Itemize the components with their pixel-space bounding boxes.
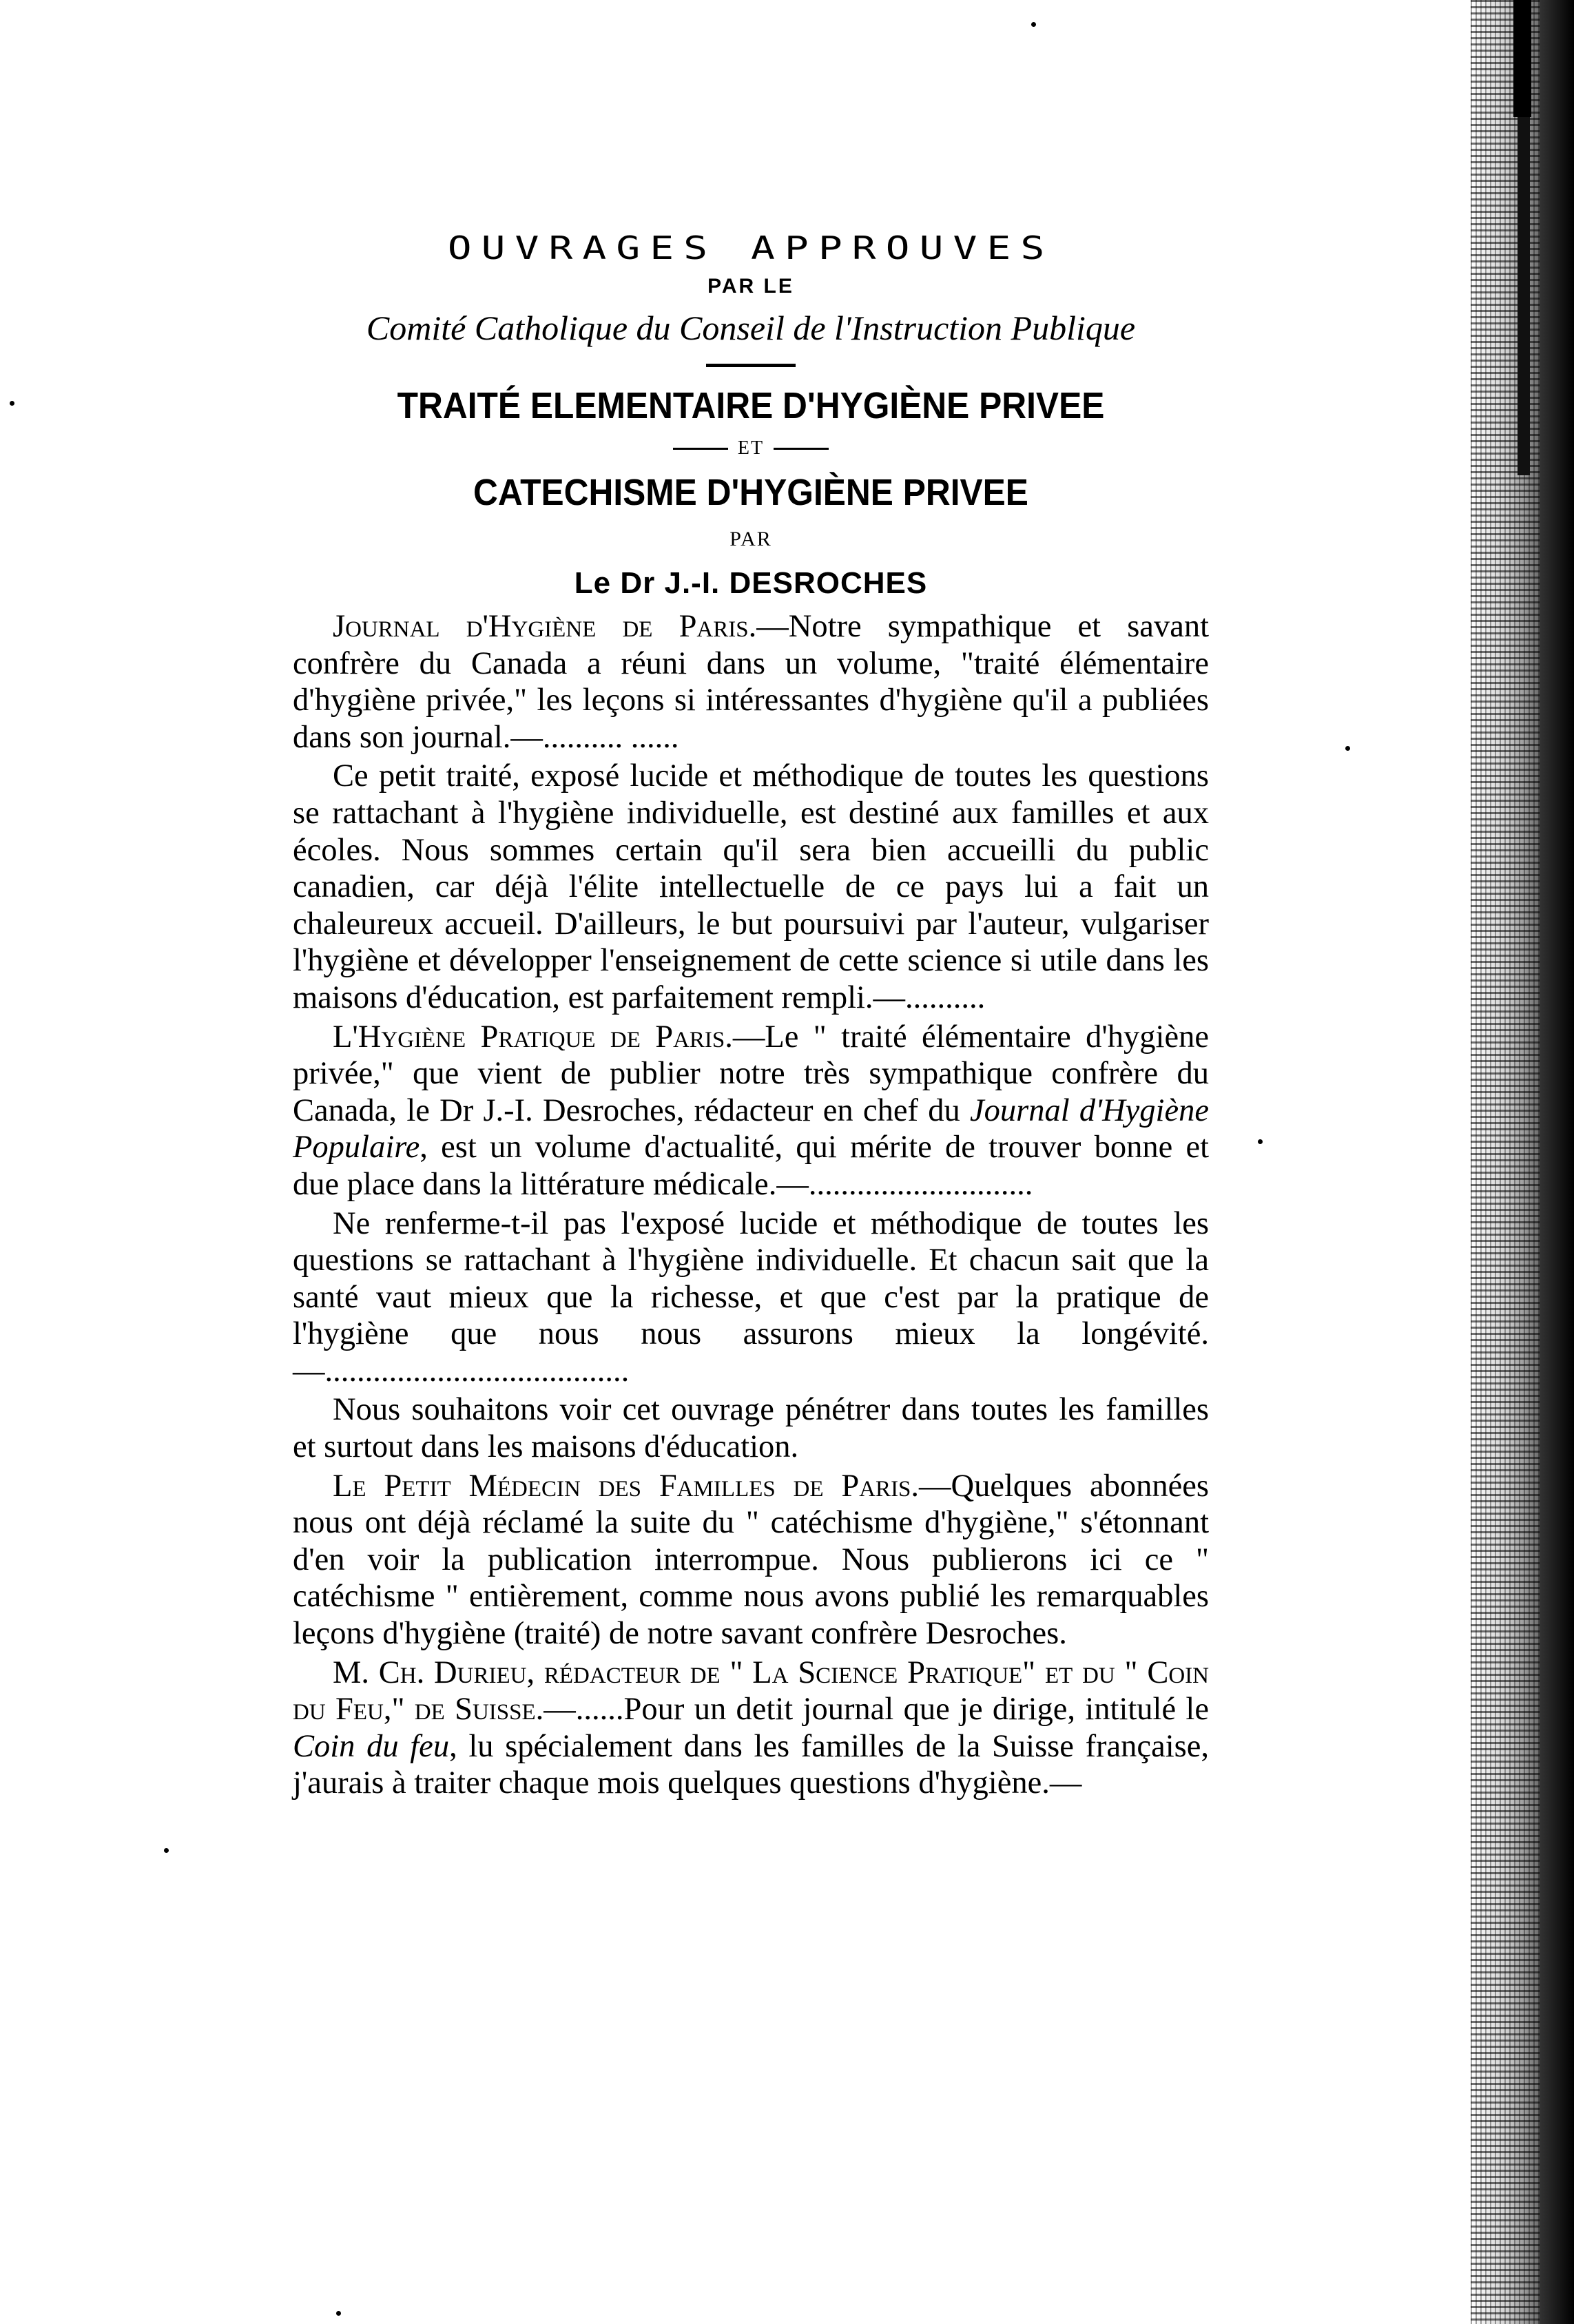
review-paragraph (293, 1654, 1209, 1802)
review-text: —Le " traité élémentaire d'hygiène privée," que vient de publier notre très sympathique confrère du Canada, le Dr J.-I. Desroches, rédacteur en chef du (293, 1019, 1209, 1128)
divider (706, 364, 796, 367)
conjunction-row (293, 437, 1209, 459)
book-title-catechisme: CATECHISME D'HYGIÈNE PRIVEE (473, 472, 1028, 513)
document-page (293, 227, 1209, 1804)
conjunction-label: ET (737, 437, 765, 459)
ink-speck (1345, 746, 1350, 751)
review-text: , est un volume d'actualité, qui mérite de trouver bonne et due place dans la littérature médicale.—............................ (293, 1130, 1209, 1202)
par-label: PAR (729, 528, 772, 550)
binding-shadow-top (1513, 0, 1531, 117)
review-source: M. Ch. Durieu, rédacteur de " La Science Pratique" et du " Coin du Feu," de Suisse. (293, 1654, 1209, 1728)
review-text: —Quelques abonnées nous ont déjà réclamé la suite du " catéchisme d'hygiène," s'étonnant d'en voir la publication interrompue. Nous publierons ici ce " catéchisme " entièrement, comme nous avons publié les remarquables leçons d'hygiène (traité) de notre savant confrère Desroches. (293, 1468, 1209, 1652)
review-source: Le Petit Médecin des Familles de Paris. (333, 1468, 920, 1504)
review-source: Journal d'Hygiène de Paris. (333, 609, 757, 644)
review-paragraph (293, 608, 1209, 756)
review-paragraph (293, 1205, 1209, 1390)
ink-speck (1031, 22, 1036, 27)
binding-shadow-edge (1540, 0, 1574, 2324)
dash-left (673, 448, 728, 450)
review-paragraph (293, 1391, 1209, 1465)
journal-title: Journal d'Hygiène Populaire (293, 1092, 1209, 1165)
review-text: , lu spécialement dans les familles de la Suisse française, j'aurais à traiter chaque mois quelques questions d'hygiène.— (293, 1728, 1209, 1801)
committee-name: Comité Catholique du Conseil de l'Instruction Publique (366, 309, 1136, 347)
review-paragraph (293, 1019, 1209, 1203)
review-text: Nous souhaitons voir cet ouvrage pénétrer dans toutes les familles et surtout dans les maisons d'éducation. (293, 1392, 1209, 1465)
ink-speck (1258, 1139, 1263, 1144)
review-paragraph (293, 758, 1209, 1016)
scan-edge-shadow (1471, 0, 1574, 2324)
review-paragraph (293, 1468, 1209, 1652)
author-name: Le Dr J.-I. DESROCHES (574, 566, 928, 600)
ink-speck (10, 401, 14, 406)
dash-right (774, 448, 829, 450)
review-text: Ne renferme-t-il pas l'exposé lucide et méthodique de toutes les questions se rattachant à l'hygiène individuelle. Et chacun sait que la santé vaut mieux que la richesse, et que c'est par la pratique de l'hygiène que nous nous assurons mieux la longévité.—...................................... (293, 1205, 1209, 1389)
ink-speck (336, 2311, 341, 2316)
ink-speck (164, 1848, 169, 1853)
review-text: Ce petit traité, exposé lucide et méthodique de toutes les questions se rattachant à l'hygiène individuelle, est destiné aux familles et aux écoles. Nous sommes certain qu'il sera bien accueilli du public canadien, car déjà l'élite intellectuelle de ce pays lui a fait un chaleureux accueil. D'ailleurs, le but poursuivi par l'auteur, vulgariser l'hygiène et développer l'enseignement de cette science si utile dans les maisons d'éducation, est parfaitement rempli.—.......... (293, 758, 1209, 1015)
page-title: OUVRAGES APPROUVES (447, 229, 1055, 267)
par-le-label: PAR LE (707, 275, 794, 298)
reviews-body (293, 608, 1209, 1802)
binding-shadow-mid (1518, 117, 1530, 475)
book-title-traite: TRAITÉ ELEMENTAIRE D'HYGIÈNE PRIVEE (397, 385, 1105, 426)
review-source: L'Hygiène Pratique de Paris. (333, 1019, 733, 1055)
journal-title: Coin du feu (293, 1728, 450, 1764)
review-text: —Notre sympathique et savant confrère du Canada a réuni dans un volume, "traité élémentaire d'hygiène privée," les leçons si intéressantes d'hygiène qu'il a publiées dans son journal.—.......... ...... (293, 609, 1210, 755)
review-text: —......Pour un detit journal que je dirige, intitulé le (543, 1692, 1209, 1728)
